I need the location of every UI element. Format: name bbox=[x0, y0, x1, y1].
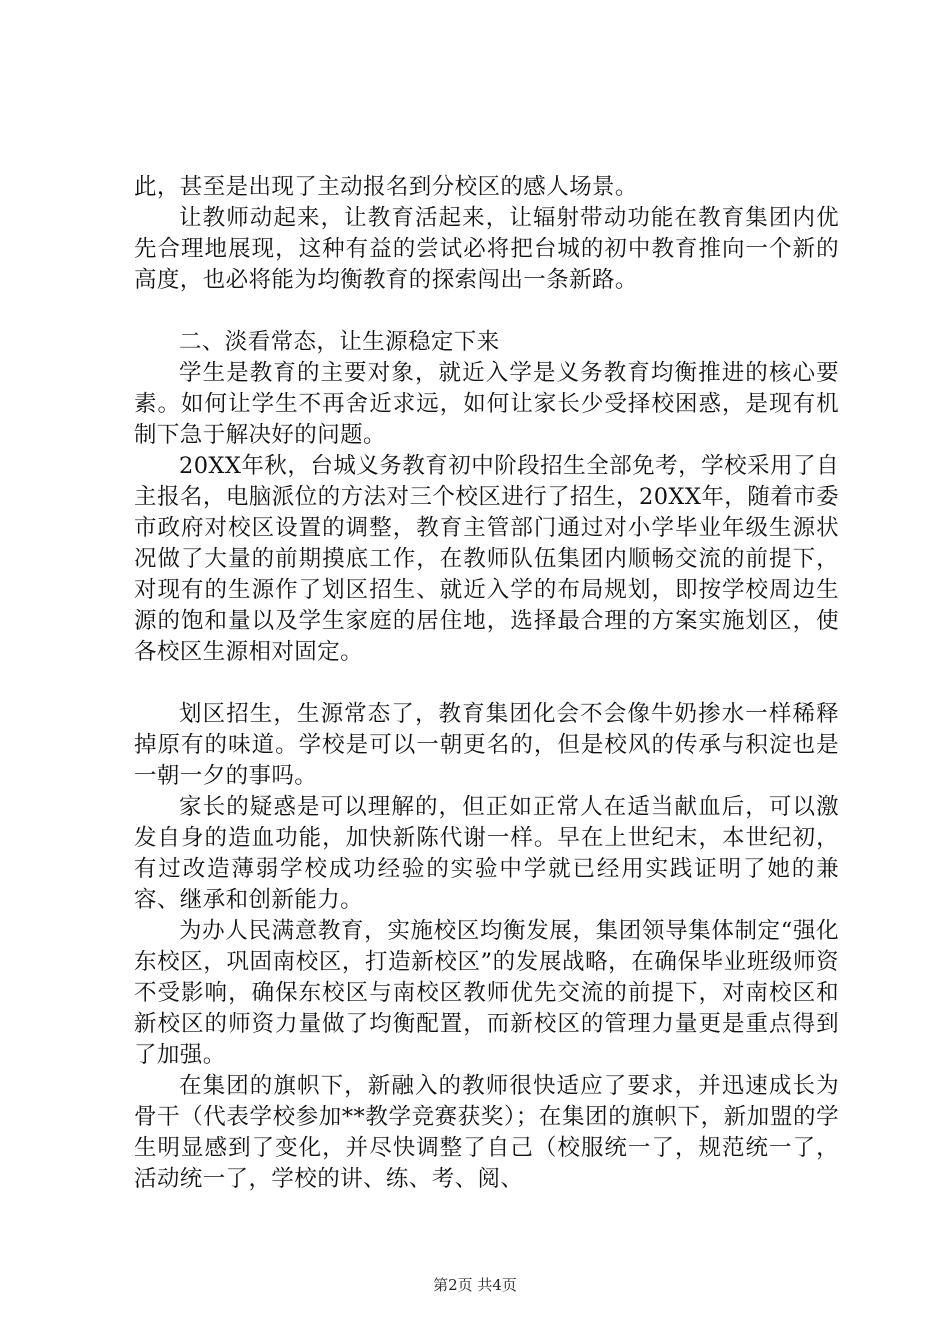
paragraph: 20XX年秋，台城义务教育初中阶段招生全部免考，学校采用了自主报名，电脑派位的方法对三个校区进行了招生，20XX年，随着市委市政府对校区设置的调整，教育主管部门通过对小学毕业年级生源状况做了大量的前期摸底工作，在教师队伍集团内顺畅交流的前提下，对现有的生源作了划区招生、就近入学的布局规划，即按学校周边生源的饱和量以及学生家庭的居住地，选择最合理的方案实施划区，使各校区生源相对固定。 bbox=[134, 453, 839, 665]
paragraph: 为办人民满意教育，实施校区均衡发展，集团领导集体制定“强化东校区，巩固南校区，打造新校区”的发展战略，在确保毕业班级师资不受影响，确保东校区与南校区教师优先交流的前提下，对南校区和新校区的师资力量做了均衡配置，而新校区的管理力量更是重点得到了加强。 bbox=[134, 918, 839, 1068]
paragraph: 学生是教育的主要对象，就近入学是义务教育均衡推进的核心要素。如何让学生不再舍近求远，如何让家长少受择校困惑，是现有机制下急于解决好的问题。 bbox=[134, 360, 839, 448]
paragraph: 划区招生，生源常态了，教育集团化会不会像牛奶掺水一样稀释掉原有的味道。学校是可以一朝更名的，但是校风的传承与积淀也是一朝一夕的事吗。 bbox=[134, 701, 839, 789]
paragraph: 在集团的旗帜下，新融入的教师很快适应了要求，并迅速成长为骨干（代表学校参加**教学竞赛获奖）；在集团的旗帜下，新加盟的学生明显感到了变化，并尽快调整了自己（校服统一了，规范统一了，活动统一了，学校的讲、练、考、阅、 bbox=[134, 1073, 839, 1192]
page-number-footer: 第2页 共4页 bbox=[433, 1276, 517, 1294]
paragraph: 让教师动起来，让教育活起来，让辐射带动功能在教育集团内优先合理地展现，这种有益的尝试必将把台城的初中教育推向一个新的高度，也必将能为均衡教育的探索闯出一条新路。 bbox=[134, 205, 839, 293]
document-body bbox=[134, 172, 839, 1195]
paragraph-continuation: 此，甚至是出现了主动报名到分校区的感人场景。 bbox=[134, 174, 638, 200]
paragraph: 家长的疑惑是可以理解的，但正如正常人在适当献血后，可以激发自身的造血功能，加快新陈代谢一样。早在上世纪末，本世纪初，有过改造薄弱学校成功经验的实验中学就已经用实践证明了她的兼容、继承和创新能力。 bbox=[134, 794, 839, 913]
section-heading: 二、淡看常态，让生源稳定下来 bbox=[179, 329, 500, 355]
